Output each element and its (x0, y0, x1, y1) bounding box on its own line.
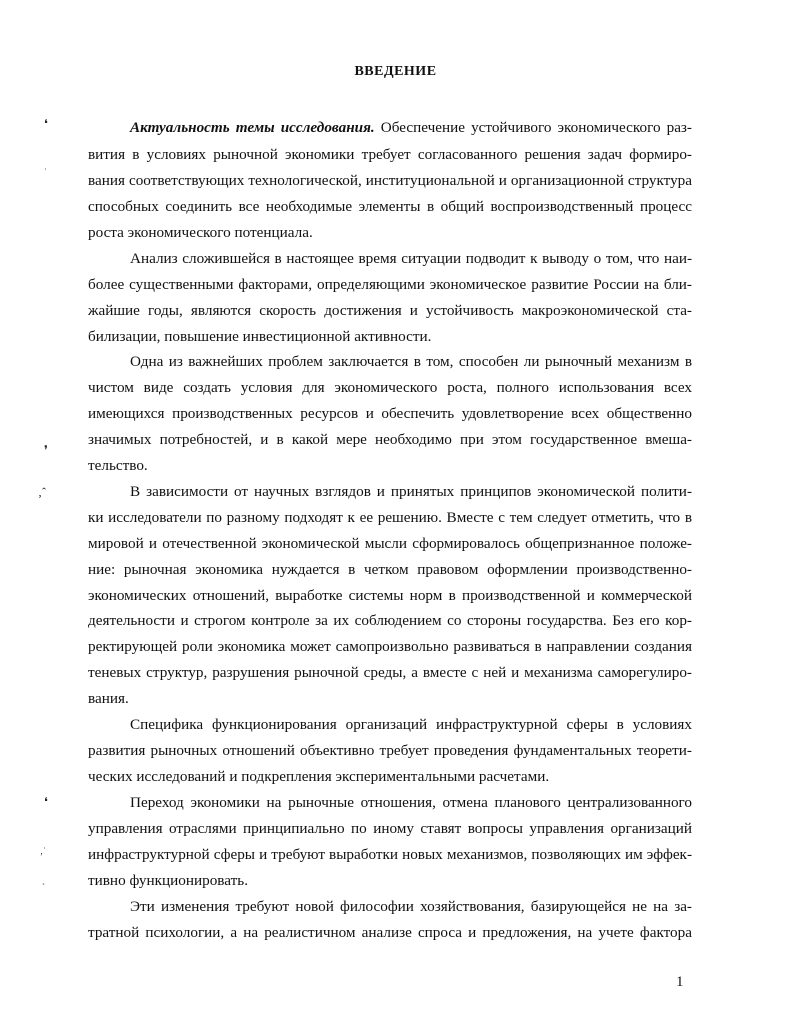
text-line: жайшие годы, являются скорость достижения и устойчивость макроэкономической ста- (88, 302, 692, 319)
text-line-first (130, 118, 692, 138)
text-line: Переход экономики на рыночные отношения, отмена планового централизованного (130, 794, 692, 811)
text-line: развития рыночных отношений объективно требует проведения фундаментальных теорети- (88, 742, 692, 759)
scan-artifact-mark: ˏ (42, 875, 45, 885)
text-line: Одна из важнейших проблем заключается в том, способен ли рыночный механизм в (130, 353, 692, 370)
text-line: управления отраслями принципиально по иному ставят вопросы управления организаций (88, 820, 692, 837)
text-line: деятельности и строгом контроле за их соблюдением со стороны государства. Без его кор- (88, 612, 692, 629)
scan-artifact-mark: ‚˙ (40, 846, 46, 856)
text-line: тельство. (88, 457, 148, 474)
text-line: ки исследователи по разному подходят к ее решению. Вместе с тем следует отметить, что в (88, 509, 692, 526)
text-line: тивно функционировать. (88, 872, 248, 889)
text-line: билизации, повышение инвестиционной активности. (88, 328, 432, 345)
text-line: ние: рыночная экономика нуждается в четком правовом оформлении производственно- (88, 561, 692, 578)
text-line: чистом виде создать условия для экономического роста, полного использования всех (88, 379, 692, 396)
text-line: более существенными факторами, определяющими экономическое развитие России на бли- (88, 276, 692, 293)
page-number: 1 (676, 974, 684, 990)
text-line: вития в условиях рыночной экономики требует согласованного решения задач формиро- (88, 146, 692, 163)
text-line: ческих исследований и подкрепления экспериментальными расчетами. (88, 768, 550, 785)
text-line: ректирующей роли экономика может самопроизвольно развиваться в направлении создания (88, 638, 692, 655)
page-title: ВВЕДЕНИЕ (354, 64, 437, 79)
text-line: имеющихся производственных ресурсов и обеспечить удовлетворение всех общественно (88, 405, 692, 422)
scan-artifact-mark: ˙ (44, 167, 47, 177)
text-line: вания. (88, 690, 129, 707)
text-line: роста экономического потенциала. (88, 224, 313, 241)
text-line: инфраструктурной сферы и требуют выработки новых механизмов, позволяющих им эффек- (88, 846, 692, 863)
text-line: мировой и отечественной экономической мысли сформировалось общепризнанное положе- (88, 535, 692, 552)
text-line: Специфика функционирования организаций инфраструктурной сферы в условиях (130, 716, 692, 733)
text-line: значимых потребностей, и в какой мере необходимо при этом государственное вмеша- (88, 431, 692, 448)
text-line: теневых структур, разрушения рыночной среды, а вместе с ней и механизма саморегулиро- (88, 664, 692, 681)
text-line: вания соответствующих технологической, институциональной и организационной структура (88, 172, 692, 189)
text-line: способных соединить все необходимые элементы в общий воспроизводственный процесс (88, 198, 692, 215)
first-line-rest: Обеспечение устойчивого экономического раз- (374, 119, 692, 136)
text-line: тратной психологии, а на реалистичном анализе спроса и предложения, на учете фактора (88, 924, 692, 941)
scan-artifact-mark: ❜ (44, 443, 48, 457)
text-line: Эти изменения требуют новой философии хозяйствования, базирующейся не на за- (130, 898, 692, 915)
lead-phrase: Актуальность темы исследования. (130, 119, 375, 136)
scan-artifact-mark: ❛ (44, 795, 48, 809)
text-line: В зависимости от научных взглядов и принятых принципов экономической полити- (130, 483, 692, 500)
text-line: экономических отношений, выработке системы норм в производственной и коммерческой (88, 587, 692, 604)
text-line: Анализ сложившейся в настоящее время ситуации подводит к выводу о том, что наи- (130, 250, 692, 267)
scan-artifact-mark: ❛ (44, 117, 48, 131)
scan-artifact-mark: ‚ˆ (38, 485, 46, 499)
